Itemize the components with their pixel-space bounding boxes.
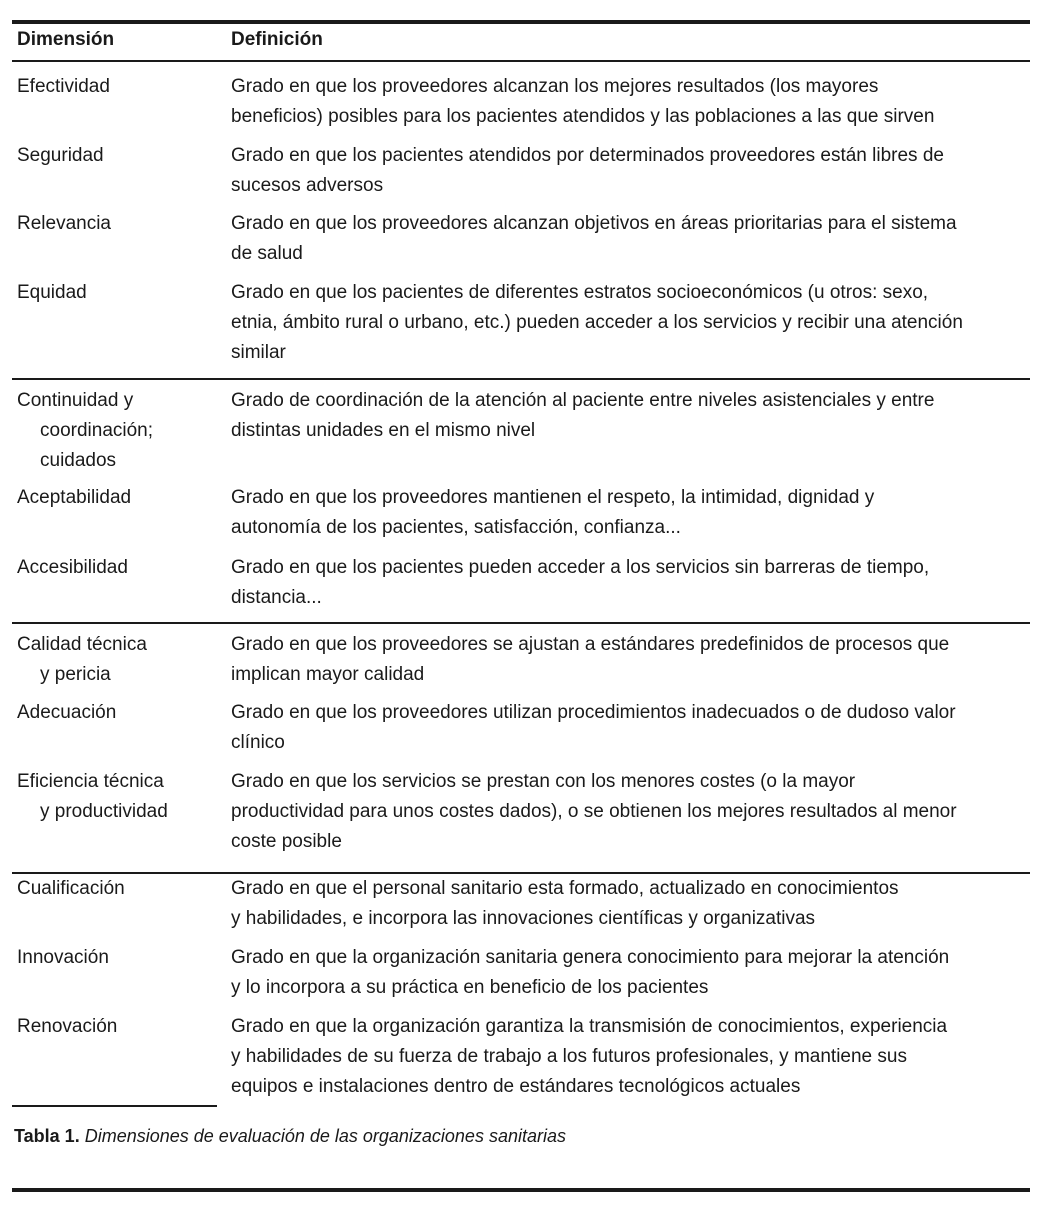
dimension-line: Adecuación: [17, 702, 117, 723]
definition-line: autonomía de los pacientes, satisfacción, confianza...: [231, 517, 681, 538]
definition-cell: [231, 209, 957, 269]
definition-line: etnia, ámbito rural o urbano, etc.) pueden acceder a los servicios y recibir una atención: [231, 312, 963, 333]
dimension-cell: [17, 483, 131, 513]
definition-cell: [231, 141, 944, 201]
dimension-line: Eficiencia técnica: [17, 771, 164, 792]
definition-cell: [231, 72, 934, 132]
dimension-cell: [17, 72, 110, 102]
dimension-cell: [17, 874, 125, 904]
dimension-line: Accesibilidad: [17, 557, 128, 578]
definition-line: distancia...: [231, 587, 322, 608]
dimension-line: y productividad: [40, 801, 168, 822]
caption-text: Dimensiones de evaluación de las organizaciones sanitarias: [79, 1126, 566, 1146]
definition-cell: [231, 943, 949, 1003]
dimension-line: Seguridad: [17, 145, 104, 166]
dimension-line: Efectividad: [17, 76, 110, 97]
dimension-line: Cualificación: [17, 878, 125, 899]
definition-line: y habilidades, e incorpora las innovaciones científicas y organizativas: [231, 908, 816, 929]
definition-cell: [231, 874, 899, 934]
definition-line: equipos e instalaciones dentro de estándares tecnológicos actuales: [231, 1076, 801, 1097]
definition-line: Grado en que los proveedores se ajustan a estándares predefinidos de procesos que: [231, 634, 950, 655]
definition-cell: [231, 483, 874, 543]
dimension-cell: [17, 553, 128, 583]
dimension-line: y pericia: [40, 664, 111, 685]
dimension-cell: [17, 209, 111, 239]
definition-line: sucesos adversos: [231, 175, 384, 196]
caption-rule: [12, 1105, 217, 1107]
header-rule: [12, 60, 1030, 62]
table-bottom-rule: [12, 1188, 1030, 1192]
dimension-line: Innovación: [17, 947, 109, 968]
definition-cell: [231, 1012, 947, 1102]
dimension-line: cuidados: [40, 450, 117, 471]
header-dimension: Dimensión: [17, 29, 115, 50]
definition-line: implican mayor calidad: [231, 664, 425, 685]
definition-line: similar: [231, 342, 286, 363]
dimension-cell: [17, 386, 153, 476]
definition-cell: [231, 767, 957, 857]
definition-line: Grado de coordinación de la atención al paciente entre niveles asistenciales y entre: [231, 390, 935, 411]
dimension-cell: [17, 278, 87, 308]
definition-line: distintas unidades en el mismo nivel: [231, 420, 536, 441]
group-divider: [12, 378, 1030, 380]
dimension-line: Relevancia: [17, 213, 111, 234]
definition-cell: [231, 553, 929, 613]
dimension-line: Continuidad y: [17, 390, 134, 411]
dimension-line: Calidad técnica: [17, 634, 147, 655]
definition-line: Grado en que los pacientes atendidos por determinados proveedores están libres de: [231, 145, 944, 166]
definition-line: beneficios) posibles para los pacientes atendidos y las poblaciones a las que sirven: [231, 106, 935, 127]
definition-line: coste posible: [231, 831, 342, 852]
definition-line: Grado en que la organización sanitaria genera conocimiento para mejorar la atención: [231, 947, 950, 968]
definition-line: productividad para unos costes dados), o se obtienen los mejores resultados al menor: [231, 801, 957, 822]
definition-line: Grado en que los proveedores alcanzan objetivos en áreas prioritarias para el sistema: [231, 213, 957, 234]
definition-cell: [231, 698, 956, 758]
table-caption: [14, 1126, 566, 1147]
dimension-cell: [17, 943, 109, 973]
definition-line: y habilidades de su fuerza de trabajo a los futuros profesionales, y mantiene sus: [231, 1046, 907, 1067]
dimension-line: Equidad: [17, 282, 87, 303]
definition-line: y lo incorpora a su práctica en beneficio de los pacientes: [231, 977, 709, 998]
definition-line: de salud: [231, 243, 303, 264]
dimension-cell: [17, 141, 104, 171]
definition-line: Grado en que el personal sanitario esta formado, actualizado en conocimientos: [231, 878, 899, 899]
dimension-cell: [17, 767, 168, 827]
definition-line: Grado en que los proveedores alcanzan los mejores resultados (los mayores: [231, 76, 879, 97]
dimension-cell: [17, 1012, 117, 1042]
definition-cell: [231, 278, 963, 368]
definition-cell: [231, 630, 949, 690]
definition-line: Grado en que los servicios se prestan con los menores costes (o la mayor: [231, 771, 856, 792]
definition-line: Grado en que los proveedores utilizan procedimientos inadecuados o de dudoso valor: [231, 702, 956, 723]
definition-line: Grado en que los pacientes pueden acceder a los servicios sin barreras de tiempo,: [231, 557, 930, 578]
group-divider: [12, 622, 1030, 624]
table-top-rule: [12, 20, 1030, 24]
dimension-line: Renovación: [17, 1016, 118, 1037]
dimension-cell: [17, 698, 116, 728]
definition-cell: [231, 386, 934, 446]
dimension-line: Aceptabilidad: [17, 487, 132, 508]
definition-line: Grado en que los pacientes de diferentes estratos socioeconómicos (u otros: sexo,: [231, 282, 929, 303]
dimension-line: coordinación;: [40, 420, 154, 441]
definition-line: Grado en que la organización garantiza la transmisión de conocimientos, experiencia: [231, 1016, 948, 1037]
definition-line: clínico: [231, 732, 285, 753]
caption-label: Tabla 1.: [14, 1126, 80, 1146]
dimension-cell: [17, 630, 147, 690]
definition-line: Grado en que los proveedores mantienen el respeto, la intimidad, dignidad y: [231, 487, 875, 508]
header-definition: Definición: [231, 29, 323, 50]
group-divider: [12, 872, 1030, 874]
